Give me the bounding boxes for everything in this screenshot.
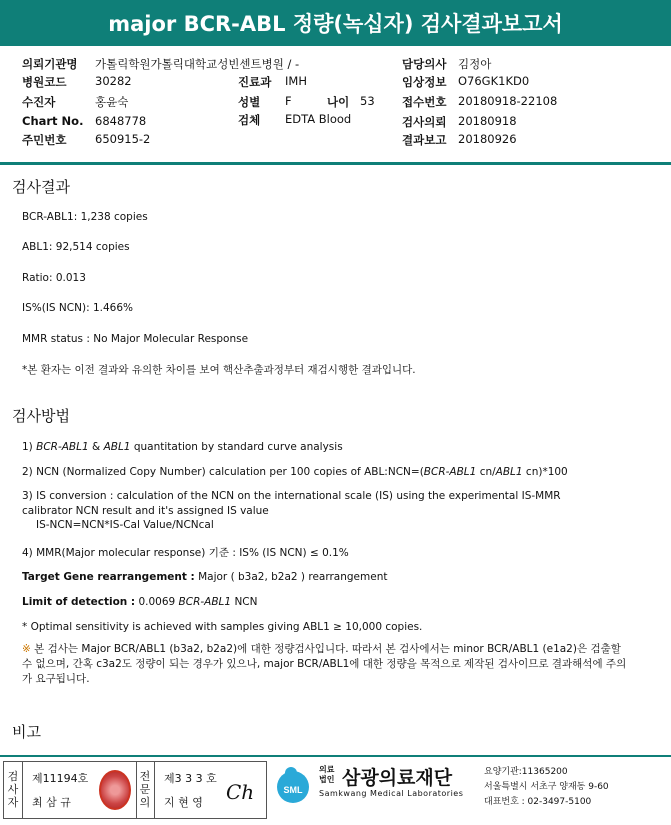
header-divider	[0, 162, 671, 165]
method-2-mid: cn/	[479, 466, 496, 478]
examiner-label: 검사자	[7, 770, 19, 809]
target-gene-value: Major ( b3a2, b2a2 ) rearrangement	[198, 571, 388, 583]
result-mmr: MMR status : No Major Molecular Response	[22, 333, 249, 345]
method-3-formula: IS-NCN=NCN*IS-Cal Value/NCNcal	[36, 519, 214, 531]
doctor-label: 담당의사	[402, 57, 447, 71]
method-1-rest: quantitation by standard curve analysis	[133, 441, 343, 453]
lod-unit: NCN	[234, 596, 258, 608]
id-label: 주민번호	[22, 133, 67, 147]
method-1-amp: &	[92, 441, 101, 453]
patient-header	[0, 46, 671, 156]
logo-sub-1: 의료	[319, 765, 335, 774]
remarks-heading: 비고	[12, 723, 41, 741]
method-4: 4) MMR(Major molecular response) 기준 : IS% (IS NCN) ≤ 0.1%	[22, 547, 349, 559]
method-1	[22, 441, 343, 453]
specialist-license: 제3 3 3 호	[164, 772, 217, 785]
method-2-gene1: BCR-ABL1	[423, 466, 477, 478]
patient-label: 수진자	[22, 95, 56, 109]
report-label: 결과보고	[402, 133, 447, 147]
dept-label: 진료과	[238, 75, 272, 89]
method-2-pre: 2) NCN (Normalized Copy Number) calculation per 100 copies of ABL:NCN=(	[22, 466, 424, 478]
signature-box	[3, 761, 267, 819]
examiner-name: 최 삼 규	[32, 796, 71, 809]
specialist-label: 전문의	[139, 770, 151, 809]
limit-of-detection	[22, 596, 257, 608]
method-1-gene1: BCR-ABL1	[36, 441, 89, 453]
lab-address: 서울특별시 서초구 양재동 9-60	[484, 782, 609, 792]
report-title: major BCR-ABL 정량(녹십자) 검사결과보고서	[0, 0, 671, 46]
method-3: 3) IS conversion : calculation of the NCN on the international scale (IS) using the experimental IS-MMR calibrator NCN result and it's assigned IS value	[22, 490, 561, 517]
method-2-post: cn)*100	[525, 466, 568, 478]
institution-label: 의뢰기관명	[22, 57, 78, 71]
examiner-license: 제11194호	[32, 772, 89, 785]
sml-logo-icon	[271, 763, 315, 807]
method-2-gene2: ABL1	[495, 466, 523, 478]
result-abl1: ABL1: 92,514 copies	[22, 241, 130, 253]
patient-value: 홍윤숙	[95, 95, 129, 109]
report-value: 20180926	[458, 132, 517, 146]
sex-value: F	[285, 94, 292, 108]
warning-mark: ※	[22, 643, 31, 655]
result-ratio: Ratio: 0.013	[22, 272, 86, 284]
specialist-name: 지 현 영	[164, 796, 203, 809]
footer	[0, 755, 671, 825]
sex-label: 성별	[238, 95, 261, 109]
lod-value: 0.0069	[138, 596, 176, 608]
chart-label: Chart No.	[22, 114, 84, 128]
dept-value: IMH	[285, 74, 307, 88]
result-is: IS%(IS NCN): 1.466%	[22, 302, 133, 314]
id-value: 650915-2	[95, 132, 151, 146]
method-heading: 검사방법	[12, 407, 70, 425]
result-bcr-abl1: BCR-ABL1: 1,238 copies	[22, 211, 148, 223]
hospital-code-value: 30282	[95, 74, 132, 88]
doctor-value: 김정아	[458, 57, 492, 71]
warning-note	[22, 642, 627, 687]
age-value: 53	[360, 94, 375, 108]
hospital-code-label: 병원코드	[22, 75, 67, 89]
request-label: 검사의뢰	[402, 115, 447, 129]
specimen-label: 검체	[238, 113, 261, 127]
facility-code: 요양기관:11365200	[484, 767, 568, 777]
chart-value: 6848778	[95, 114, 147, 128]
method-1-num: 1)	[22, 441, 33, 453]
warning-text: 본 검사는 Major BCR/ABL1 (b3a2, b2a2)에 대한 정량검사입니다. 따라서 본 검사에서는 minor BCR/ABL1 (e1a2)은 검출할 수 없으며, 간혹 c3a2도 정량이 되는 경우가 있으나, major BCR/ABL1에 대한 정량을 목적으로 제작된 검사이므로 결과해석에 주의가 요구됩니다.	[22, 643, 627, 685]
specialist-signature: Ch	[226, 780, 255, 804]
logo-sub-2: 법인	[319, 775, 335, 784]
logo-name: 삼광의료재단	[342, 767, 453, 789]
request-value: 20180918	[458, 114, 517, 128]
method-1-gene2: ABL1	[103, 441, 131, 453]
sensitivity-note: * Optimal sensitivity is achieved with samples giving ABL1 ≥ 10,000 copies.	[22, 621, 423, 633]
logo-english: Samkwang Medical Laboratories	[319, 789, 464, 798]
clinical-label: 임상정보	[402, 75, 447, 89]
target-gene	[22, 571, 387, 583]
clinical-value: O76GK1KD0	[458, 74, 530, 88]
lod-label: Limit of detection :	[22, 596, 136, 608]
sml-badge-text: SML	[283, 785, 303, 795]
specimen-value: EDTA Blood	[285, 112, 352, 126]
target-gene-label: Target Gene rearrangement :	[22, 571, 195, 583]
receipt-label: 접수번호	[402, 95, 447, 109]
result-note: *본 환자는 이전 결과와 유의한 차이를 보여 핵산추출과정부터 재검시행한 결과입니다.	[22, 364, 416, 376]
institution-value: 가톨릭학원가톨릭대학교성빈센트병원 / -	[95, 57, 300, 71]
method-2	[22, 466, 568, 478]
lab-phone: 대표번호 : 02-3497-5100	[484, 797, 592, 807]
age-label: 나이	[327, 95, 350, 109]
examiner-seal	[99, 770, 131, 810]
lod-gene: BCR-ABL1	[178, 596, 232, 608]
receipt-value: 20180918-22108	[458, 94, 558, 108]
footer-divider	[0, 755, 671, 757]
results-heading: 검사결과	[12, 178, 70, 196]
